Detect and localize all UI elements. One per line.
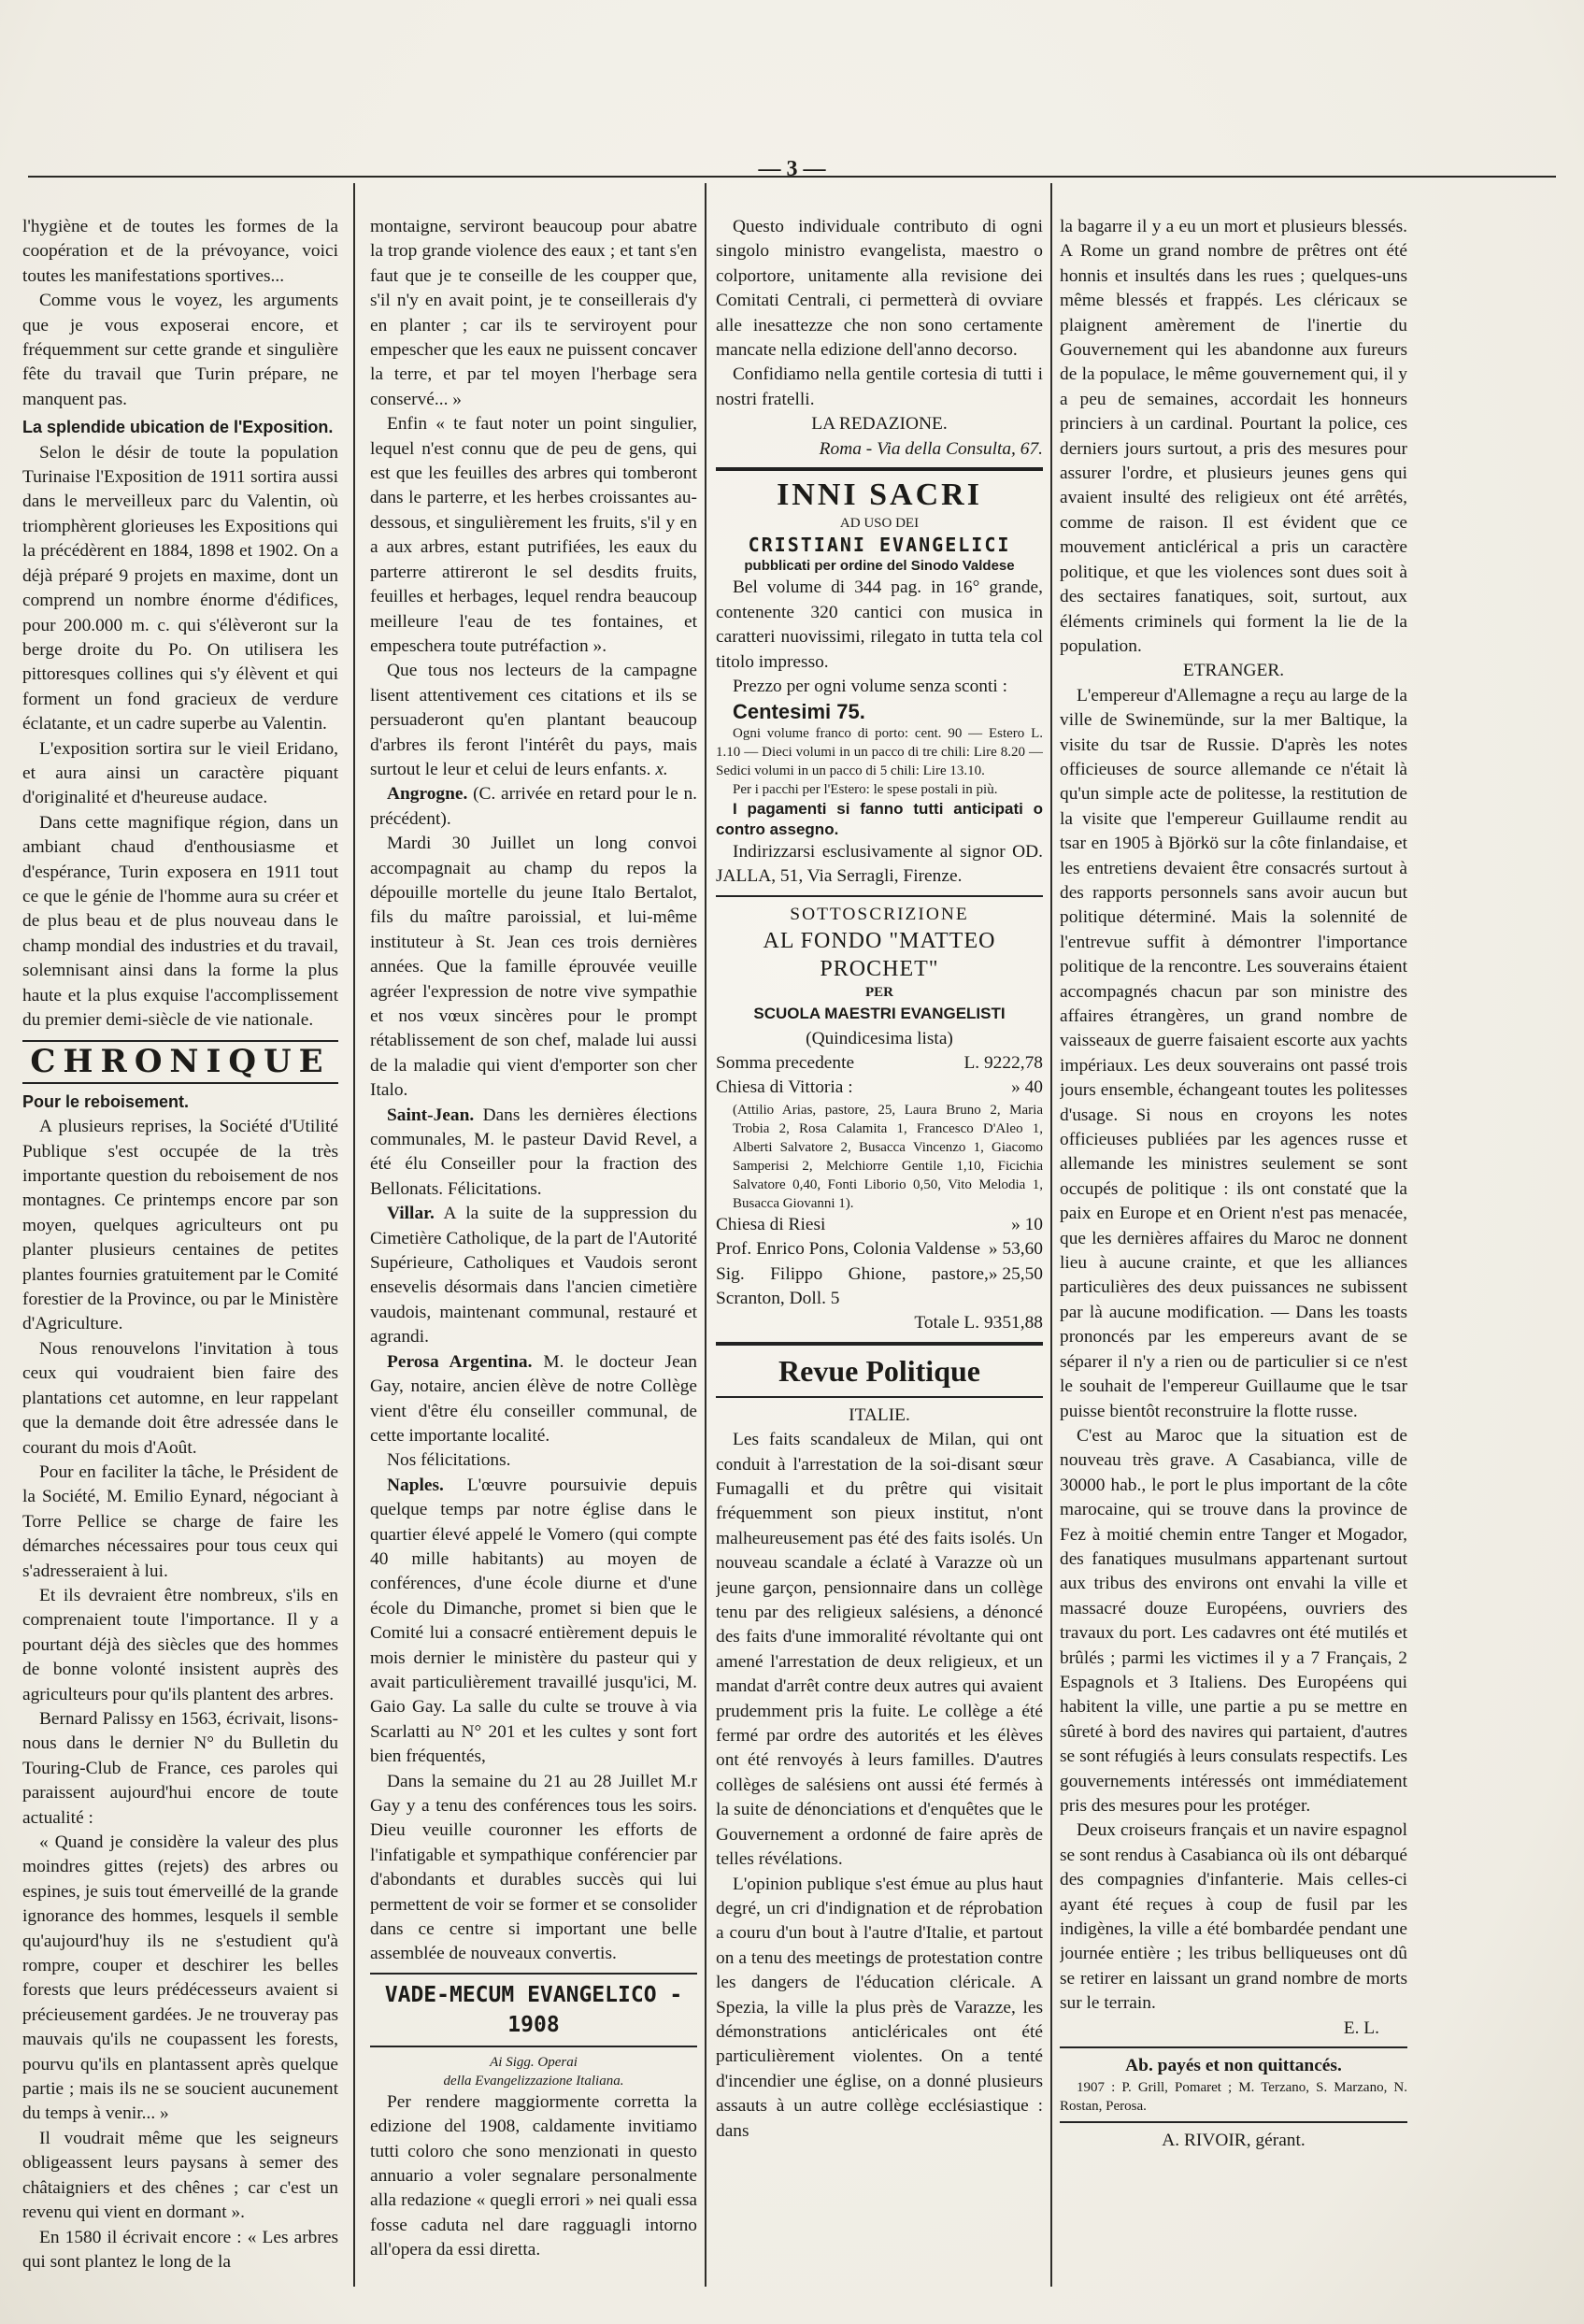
- paragraph: Ogni volume franco di porto: cent. 90 — Estero L. 1.10 — Dieci volumi in un pacco di tre chili: Lire 8.20 — Sedici volumi in un pacco di 5 chili: Lire 13.10.: [716, 725, 1043, 778]
- section-rule: [370, 1973, 697, 1975]
- paragraph: [370, 659, 697, 782]
- row-label: Sig. Filippo Ghione, pastore, Scranton, Doll. 5: [716, 1263, 989, 1308]
- subscription-row: [716, 1076, 1043, 1100]
- paragraph: A plusieurs reprises, la Société d'Utilité Publique s'est occupée de la très importante question du reboisement de nos montagnes. Ce printemps encore par son moyen, quelques agriculteurs ont pu planter plusieurs centaines de petites plantes fournies gratuitement par le Comité forestier de la Province, ou par le Ministère d'Agriculture.: [22, 1117, 338, 1334]
- signature: E. L.: [1343, 2017, 1379, 2038]
- row-value: » 40: [1011, 1077, 1043, 1098]
- paragraph: C'est au Maroc que la situation est de nouveau très grave. A Casabianca, ville de 30000 hab., le port le plus important de la côte marocaine, qui se trouve dans la province de Fez à moitié chemin entre Tanger et Mogador, des fanatiques musulmans appartenant surtout aux tribus des environs ont envahi la ville et massacré douze Européens, ouvriers des travaux du port. Les cadavres ont été mutilés et brûlés ; parmi les victimes il y a 7 Français, 2 Espagnols et 3 Italiens. Des Européens qui habitent la ville, une partie a pu se mettre en sûreté à bord des navires qui partaient, d'autres se sont réfugiés à leurs consulats respectifs. Les gouvernements intéressés ont immédiatement pris des mesures pour les protéger.: [1060, 1425, 1407, 1816]
- paragraph: L'exposition sortira sur le vieil Eridano, et aura ainsi un caractère piquant d'originalité et d'heureuse audace.: [22, 738, 338, 808]
- news-item: [370, 1474, 697, 1770]
- paragraph: En 1580 il écrivait encore : « Les arbres qui sont plantez le long de la: [22, 2227, 338, 2272]
- subscription-row: [716, 1262, 1043, 1312]
- paragraph: 1907 : P. Grill, Pomaret ; M. Terzano, S. Marzano, N. Rostan, Perosa.: [1060, 2080, 1407, 2115]
- column-4: [1060, 215, 1407, 2287]
- section-heading: Pour le reboisement.: [22, 1091, 190, 1111]
- row-label: Somma precedente: [716, 1052, 855, 1073]
- paragraph: Les faits scandaleux de Milan, qui ont conduit à l'arrestation de la soi-disant sœur Fumagalli et du prêtre qui visitait fréquemment son pieux institut, n'ont malheureusement pas été des faits isolés. Un nouveau scandale a éclaté à Varazze où un jeune garçon, pensionnaire dans un collège tenu par des religieux salésiens, a dénoncé des faits d'une immoralité révoltante qui ont amené l'arrestation de deux religieux, et un mandat d'arrêt contre deux autres qui avaient prudemment pris la fuite. Le collège a été fermé par ordre des autorités et les élèves ont été renvoyés à leurs familles. D'autres collèges de salésiens ont aussi été fermés à la suite de dénonciations et d'enquêtes que le Gouvernement a ordonné de faire après de telles révélations.: [716, 1430, 1043, 1870]
- section-heading: La splendide ubication de l'Exposition.: [22, 418, 334, 437]
- subscription-row: [716, 1051, 1043, 1076]
- advert-subtitle: AD USO DEI: [839, 516, 920, 532]
- paragraph: Selon le désir de toute la population Turinaise l'Exposition de 1911 sortira aussi dans le merveilleux parc du Valentin, où triomphèrent glorieuses les Expositions qui la précédèrent en 1884, 1898 et 1902. On a déjà préparé 9 projets en maxime, dont un comprend un nombre énorme d'édifices, pour 200.000 m. c. qui s'élèveront sur la berge droite du Po. On utilisera les pittoresques collines qui s'y élèvent et qui forment un fond gracieux de verdure éclatante, et un cadre superbe au Valentin.: [22, 442, 338, 734]
- news-item: [370, 1104, 697, 1203]
- subscription-subtitle: (Quindicesima lista): [806, 1028, 953, 1048]
- paragraph: Dans cette magnifique région, dans un ambiant chaud d'enthousiasme et d'espérance, Turin exposera en 1911 tout ce que le génie de l'homme aura su créer et de plus beau et de plus nouveau dans le champ mondial des industries et du travail, solemnisant ainsi dans la forme la plus haute et la plus exquise l'accomplissement du premier demi-siècle de vie nationale.: [22, 812, 338, 1030]
- paragraph: Confidiamo nella gentile cortesia di tutti i nostri fratelli.: [716, 364, 1043, 409]
- revue-politique-title: Revue Politique: [778, 1353, 980, 1388]
- price: Centesimi 75.: [733, 699, 865, 723]
- paragraph: Prezzo per ogni volume senza sconti :: [733, 677, 1008, 697]
- subscription-title: PER: [865, 985, 893, 1001]
- section-heading: Ab. payés et non quittancés.: [1125, 2056, 1342, 2076]
- advert-subtitle: pubblicati per ordine del Sinodo Valdese: [744, 558, 1015, 575]
- subscription-detail: (Attilio Arias, pastore, 25, Laura Bruno 2, Maria Trobia 2, Rosa Calamita 1, Francesco D'Aleo 1, Alberti Salvatore 2, Busacca Vincenzo 1, Giacomo Samperisi 2, Melchiorre Gentile 1,10, Ficichia Salvatore 0,40, Fonti Liborio 0,50, Vito Melodia 1, Busacca Giovanni 1).: [733, 1102, 1043, 1211]
- section-heading: ETRANGER.: [1182, 661, 1285, 681]
- paragraph: I pagamenti si fanno tutti anticipati o contro assegno.: [716, 799, 1043, 838]
- paragraph: Questo individuale contributo di ogni singolo ministro evangelista, maestro o colportore, unitamente alla revisione dei Comitati Centrali, ci permetterà di ovviare alle inesattezze che non sono certamente mancate nella edizione dell'anno decorso.: [716, 217, 1043, 361]
- subscription-row: [716, 1237, 1043, 1262]
- news-item: [370, 782, 697, 832]
- section-rule: [1060, 2046, 1407, 2048]
- place-name: Saint-Jean.: [387, 1105, 475, 1125]
- news-text: L'œuvre poursuivie depuis quelque temps par notre église dans le quartier élevé appelé le Vomero (qui compte 40 mille habitants) au moyen de conférences, d'une école diurne et d'une école du Dimanche, promet si bien que le Comité lui a consacré entièrement depuis le mois dernier le ministère du pasteur qui y avait particulièrement travaillé jusqu'ici, M. Gaio Gay. La salle du culte se trouve à via Scarlatti au N° 201 et les cultes y sont fort bien fréquentés,: [370, 1475, 697, 1767]
- section-rule: [716, 1396, 1043, 1398]
- signature: LA REDAZIONE.: [811, 414, 948, 435]
- subscription-total: Totale L. 9351,88: [914, 1313, 1043, 1333]
- news-item: [370, 1202, 697, 1349]
- row-label: Chiesa di Riesi: [716, 1214, 826, 1234]
- row-value: » 25,50: [988, 1263, 1043, 1284]
- paragraph: Il voudrait même que les seigneurs obligeassent leurs paysans à semer des châtaigniers et des chênes ; car c'est un revenu qui vient en dormant ».: [22, 2128, 338, 2223]
- subscription-row: [716, 1213, 1043, 1237]
- header-rule: [28, 176, 1556, 178]
- vade-mecum-title: VADE-MECUM EVANGELICO - 1908: [384, 1982, 683, 2037]
- gerant-signature: A. RIVOIR, gérant.: [1162, 2131, 1306, 2151]
- column-divider: [353, 183, 355, 2287]
- section-rule: [370, 2046, 697, 2047]
- column-3: [716, 215, 1043, 2287]
- news-text: A la suite de la suppression du Cimetière Catholique, de la part de l'Autorité Supérieure, Catholiques et Vaudois seront ensevelis désormais dans l'ancien cimetière vaudois, maintenant communal, restauré et agrandi.: [370, 1204, 697, 1347]
- row-value: » 53,60: [988, 1239, 1043, 1260]
- section-rule: [716, 1342, 1043, 1346]
- paragraph: L'opinion publique s'est émue au plus haut degré, un cri d'indignation et de réprobation a couru d'un bout à l'autre d'Italie, et partout on a tenu des meetings de protestation contre les dangers de l'éducation cléricale. A Spezia, la ville la plus près de Varazze, les démonstrations anticléricales ont été particulièrement violentes. On a tenté d'incendier une église, on a donné plusieurs assauts à un autre collège ecclésiastique : dans: [716, 1874, 1043, 2141]
- row-label: Prof. Enrico Pons, Colonia Valdense: [716, 1239, 980, 1260]
- section-rule: [1060, 2121, 1407, 2123]
- column-2: [370, 215, 697, 2287]
- paragraph: Bernard Palissy en 1563, écrivait, lisons-nous dans le dernier N° du Bulletin du Touring-Club de France, ces paroles qui paraissent aujourd'hui encore de toute actualité :: [22, 1708, 338, 1828]
- paragraph: l'hygiène et de toutes les formes de la coopération et de la prévoyance, voici toutes les manifestations sportives...: [22, 217, 338, 286]
- news-text: Dans les dernières élections communales, M. le pasteur David Revel, a été élu Conseiller pour la fraction des Bellonats. Félicitations.: [370, 1105, 697, 1199]
- address: Roma - Via della Consulta, 67.: [819, 438, 1043, 459]
- place-name: Villar.: [387, 1204, 435, 1224]
- paragraph: Indirizzarsi esclusivamente al signor OD. JALLA, 51, Via Serragli, Firenze.: [716, 841, 1043, 887]
- news-item: [370, 1350, 697, 1449]
- page-number: — 3 —: [758, 157, 826, 181]
- paragraph-text: Que tous nos lecteurs de la campagne lisent attentivement ces citations et ils se persuaderont qu'en plantant beaucoup d'arbres ils feront l'intérêt du pays, mais surtout le leur et celui de leurs enfants.: [370, 661, 697, 779]
- paragraph: Enfin « te faut noter un point singulier, lequel n'est connu que de peu de gens, qui est que les feuilles des arbres qui tomberont dans le parterre, et les herbes croissantes au-dessous, et singulièrement les fruits, s'il y en a aux arbres, estant putrifiées, les eaux du parterre attireront le sel desdits fruits, feuilles et herbages, lequel rendra beaucoup meilleure l'eau de tes fontaines, et empeschera toute putréfaction ».: [370, 414, 697, 656]
- paragraph: Deux croiseurs français et un navire espagnol se sont rendus à Casabianca où ils ont débarqué des compagnies d'infanterie. Mais celles-ci ayant été reçues à coup de fusil par les indigènes, la ville a été bombardée pendant une journée entière ; les tribus belliqueuses ont dû se retirer en laissant un grand nombre de morts sur le terrain.: [1060, 1820, 1407, 2014]
- column-divider: [705, 183, 706, 2287]
- paragraph: Per i pacchi per l'Estero: le spese postali in più.: [733, 781, 998, 797]
- paragraph: Per rendere maggiormente corretta la edizione del 1908, caldamente invitiamo tutti coloro che sono menzionati in questo annuario a voler segnalare personalmente alla redazione « quegli errori » nei quali essa fosse caduta nel dare ragguagli intorno all'opera da essi diretta.: [370, 2091, 697, 2260]
- paragraph: Pour en faciliter la tâche, le Président de la Société, M. Emilio Eynard, négociant à Torre Pellice se charge de faire les démarches nécessaires pour tous ceux qui s'adresseraient à lui.: [22, 1461, 338, 1581]
- subscription-title: SCUOLA MAESTRI EVANGELISTI: [753, 1005, 1006, 1023]
- paragraph: la bagarre il y a eu un mort et plusieurs blessés. A Rome un grand nombre de prêtres ont été honnis et insultés dans les rues ; quelques-uns même blessés et frappés. Les cléricaux se plaignent amèrement de l'inertie du Gouvernement qui les abandonne aux fureurs de la populace, le même gouvernement qui, il y a peu de semaines, accordait les honneurs princiers à un cardinal. Pourtant la police, ces derniers jours surtout, a pris des mesures pour assurer l'ordre, et plusieurs jeunes gens qui avaient insulté des religieux ont été arrêtés, comme de raison. Il est évident que ce mouvement anticlérical a pris un caractère politique, et que les violences sont dues soit à des sectaires fanatiques, soit, surtout, aux éléments criminels qui forment la lie de la population.: [1060, 217, 1407, 656]
- vade-mecum-addressee: Ai Sigg. Operai: [490, 2054, 578, 2070]
- subscription-title: SOTTOSCRIZIONE: [790, 904, 969, 924]
- column-1: [22, 215, 338, 2287]
- news-text: (C. arrivée en retard pour le n. précédent).: [370, 784, 697, 829]
- paragraph: Mardi 30 Juillet un long convoi accompagnait au champ du repos la dépouille mortelle du jeune Italo Bertalot, fils du maître paroissial, et lui-même instituteur à St. Jean ces trois dernières années. Que la famille éprouvée veuille agréer l'expression de notre vive sympathie et nos vœux sincères pour le prompt rétablissement de son chef, malade lui aussi de la maladie qui vient d'emporter son cher Italo.: [370, 834, 697, 1101]
- place-name: Naples.: [387, 1475, 444, 1495]
- vade-mecum-addressee: della Evangelizzazione Italiana.: [443, 2073, 624, 2089]
- signature: x.: [655, 759, 668, 779]
- row-value: » 10: [1011, 1214, 1043, 1234]
- paragraph: Bel volume di 344 pag. in 16° grande, contenente 320 cantici con musica in caratteri nuovissimi, rilegato in tutta tela col titolo impresso.: [716, 577, 1043, 672]
- paragraph: L'empereur d'Allemagne a reçu au large de la ville de Swinemünde, sur la mer Baltique, la visite du tsar de Russie. D'après les notes officieuses de source allemande ce n'était là qu'un simple acte de politesse, la restitution de la visite que l'empereur Guillaume rendit au tsar en 1905 à Björkö sur la côte finlandaise, et les entretiens devaient être consacrés surtout à des rapports personnels sans avoir aucun but politique déterminé. Mais la solennité de l'entrevue suffit à démontrer l'importance politique de la rencontre. Les souverains étaient accompagnés chacun par son ministre des affaires étrangères, un grand nombre de vaisseaux de guerre faisaient escorte aux yachts impériaux. Les deux souverains ont passé trois jours ensemble, échangeant toutes les politesses d'usage. Si nous en croyons les notes officieuses publiées par les agences russe et allemande les ministres seulement se sont occupés de politique : ils ont constaté que la paix en Europe et en Orient n'est pas menacée, que les dernières affaires du Maroc ne donnent lieu à aucune crainte, et que les alliances particulières des deux puissances ne subissent par là aucune modification. — Dans les toasts prononcés par les empereurs avant de se séparer il n'y a rien ou de particulier si ce n'est le souhait de l'empereur Guillaume que le tsar puisse bientôt reconstruire la flotte russe.: [1060, 685, 1407, 1421]
- row-label: Chiesa di Vittoria :: [716, 1077, 853, 1098]
- subscription-title: AL FONDO "MATTEO PROCHET": [763, 929, 996, 982]
- news-text: M. le docteur Jean Gay, notaire, ancien élève de notre Collège vient d'être élu conseiller communal, de cette importante localité.: [370, 1351, 697, 1446]
- place-name: Perosa Argentina.: [387, 1351, 533, 1372]
- advert-title: CRISTIANI EVANGELICI: [748, 534, 1011, 557]
- paragraph: montaigne, serviront beaucoup pour abatre la trop grande violence des eaux ; et tant s'en faut que je te conseille de les coupper que, s'il n'y en avait point, je te conseillerais d'y en planter ; car ils te serviroyent pour empescher que les eaux ne puissent concaver la terre, et par tel moyen l'herbage sera conservé... »: [370, 217, 697, 409]
- row-value: L. 9222,78: [963, 1052, 1043, 1073]
- paragraph: Nos félicitations.: [387, 1450, 511, 1471]
- section-rule: [716, 467, 1043, 471]
- place-name: Angrogne.: [387, 784, 468, 805]
- column-divider: [1050, 183, 1052, 2287]
- paragraph: Et ils devraient être nombreux, s'ils en comprenaient toute l'importance. Il y a pourtant déjà des siècles que des hommes de bonne volonté insistent auprès des agriculteurs pour qu'ils plantent des arbres.: [22, 1585, 338, 1704]
- quotation: « Quand je considère la valeur des plus moindres gittes (rejets) des arbres ou espines, je suis tout émerveillé de la grande ignorance des hommes, lesquels il semble qu'aujourd'huy ils ne s'estudient qu'à rompre, couper et deschirer les belles forests que leurs prédécesseurs avaient si précieusement gardées. Je ne trouveray pas mauvais qu'ils ne coupassent les forests, pourvu qu'ils en plantassent après quelque partie ; mais ils ne se soucient aucunement du temps à venir... »: [22, 1832, 338, 2124]
- paragraph: Nous renouvelons l'invitation à tous ceux qui voudraient bien faire des plantations cet automne, en leur rappelant que la demande doit être adressée dans le courant du mois d'Août.: [22, 1338, 338, 1458]
- section-heading: ITALIE.: [849, 1404, 910, 1425]
- section-rule: [716, 895, 1043, 897]
- advert-title: INNI SACRI: [777, 478, 982, 513]
- paragraph: Dans la semaine du 21 au 28 Juillet M.r Gay y a tenu des conférences tous les soirs. Dieu veuille couronner les efforts de l'infatigable et sympathique conférencier par d'abondants et durables succès qui lui permettent de voir se former et se consolider dans ce centre si important une belle assemblée de nouveaux convertis.: [370, 1771, 697, 1964]
- paragraph: Comme vous le voyez, les arguments que je vous exposerai encore, et fréquemment sur cette grande et singulière fête du travail que Turin prépare, ne manquent pas.: [22, 291, 338, 409]
- chronique-title: CHRONIQUE: [22, 1040, 338, 1083]
